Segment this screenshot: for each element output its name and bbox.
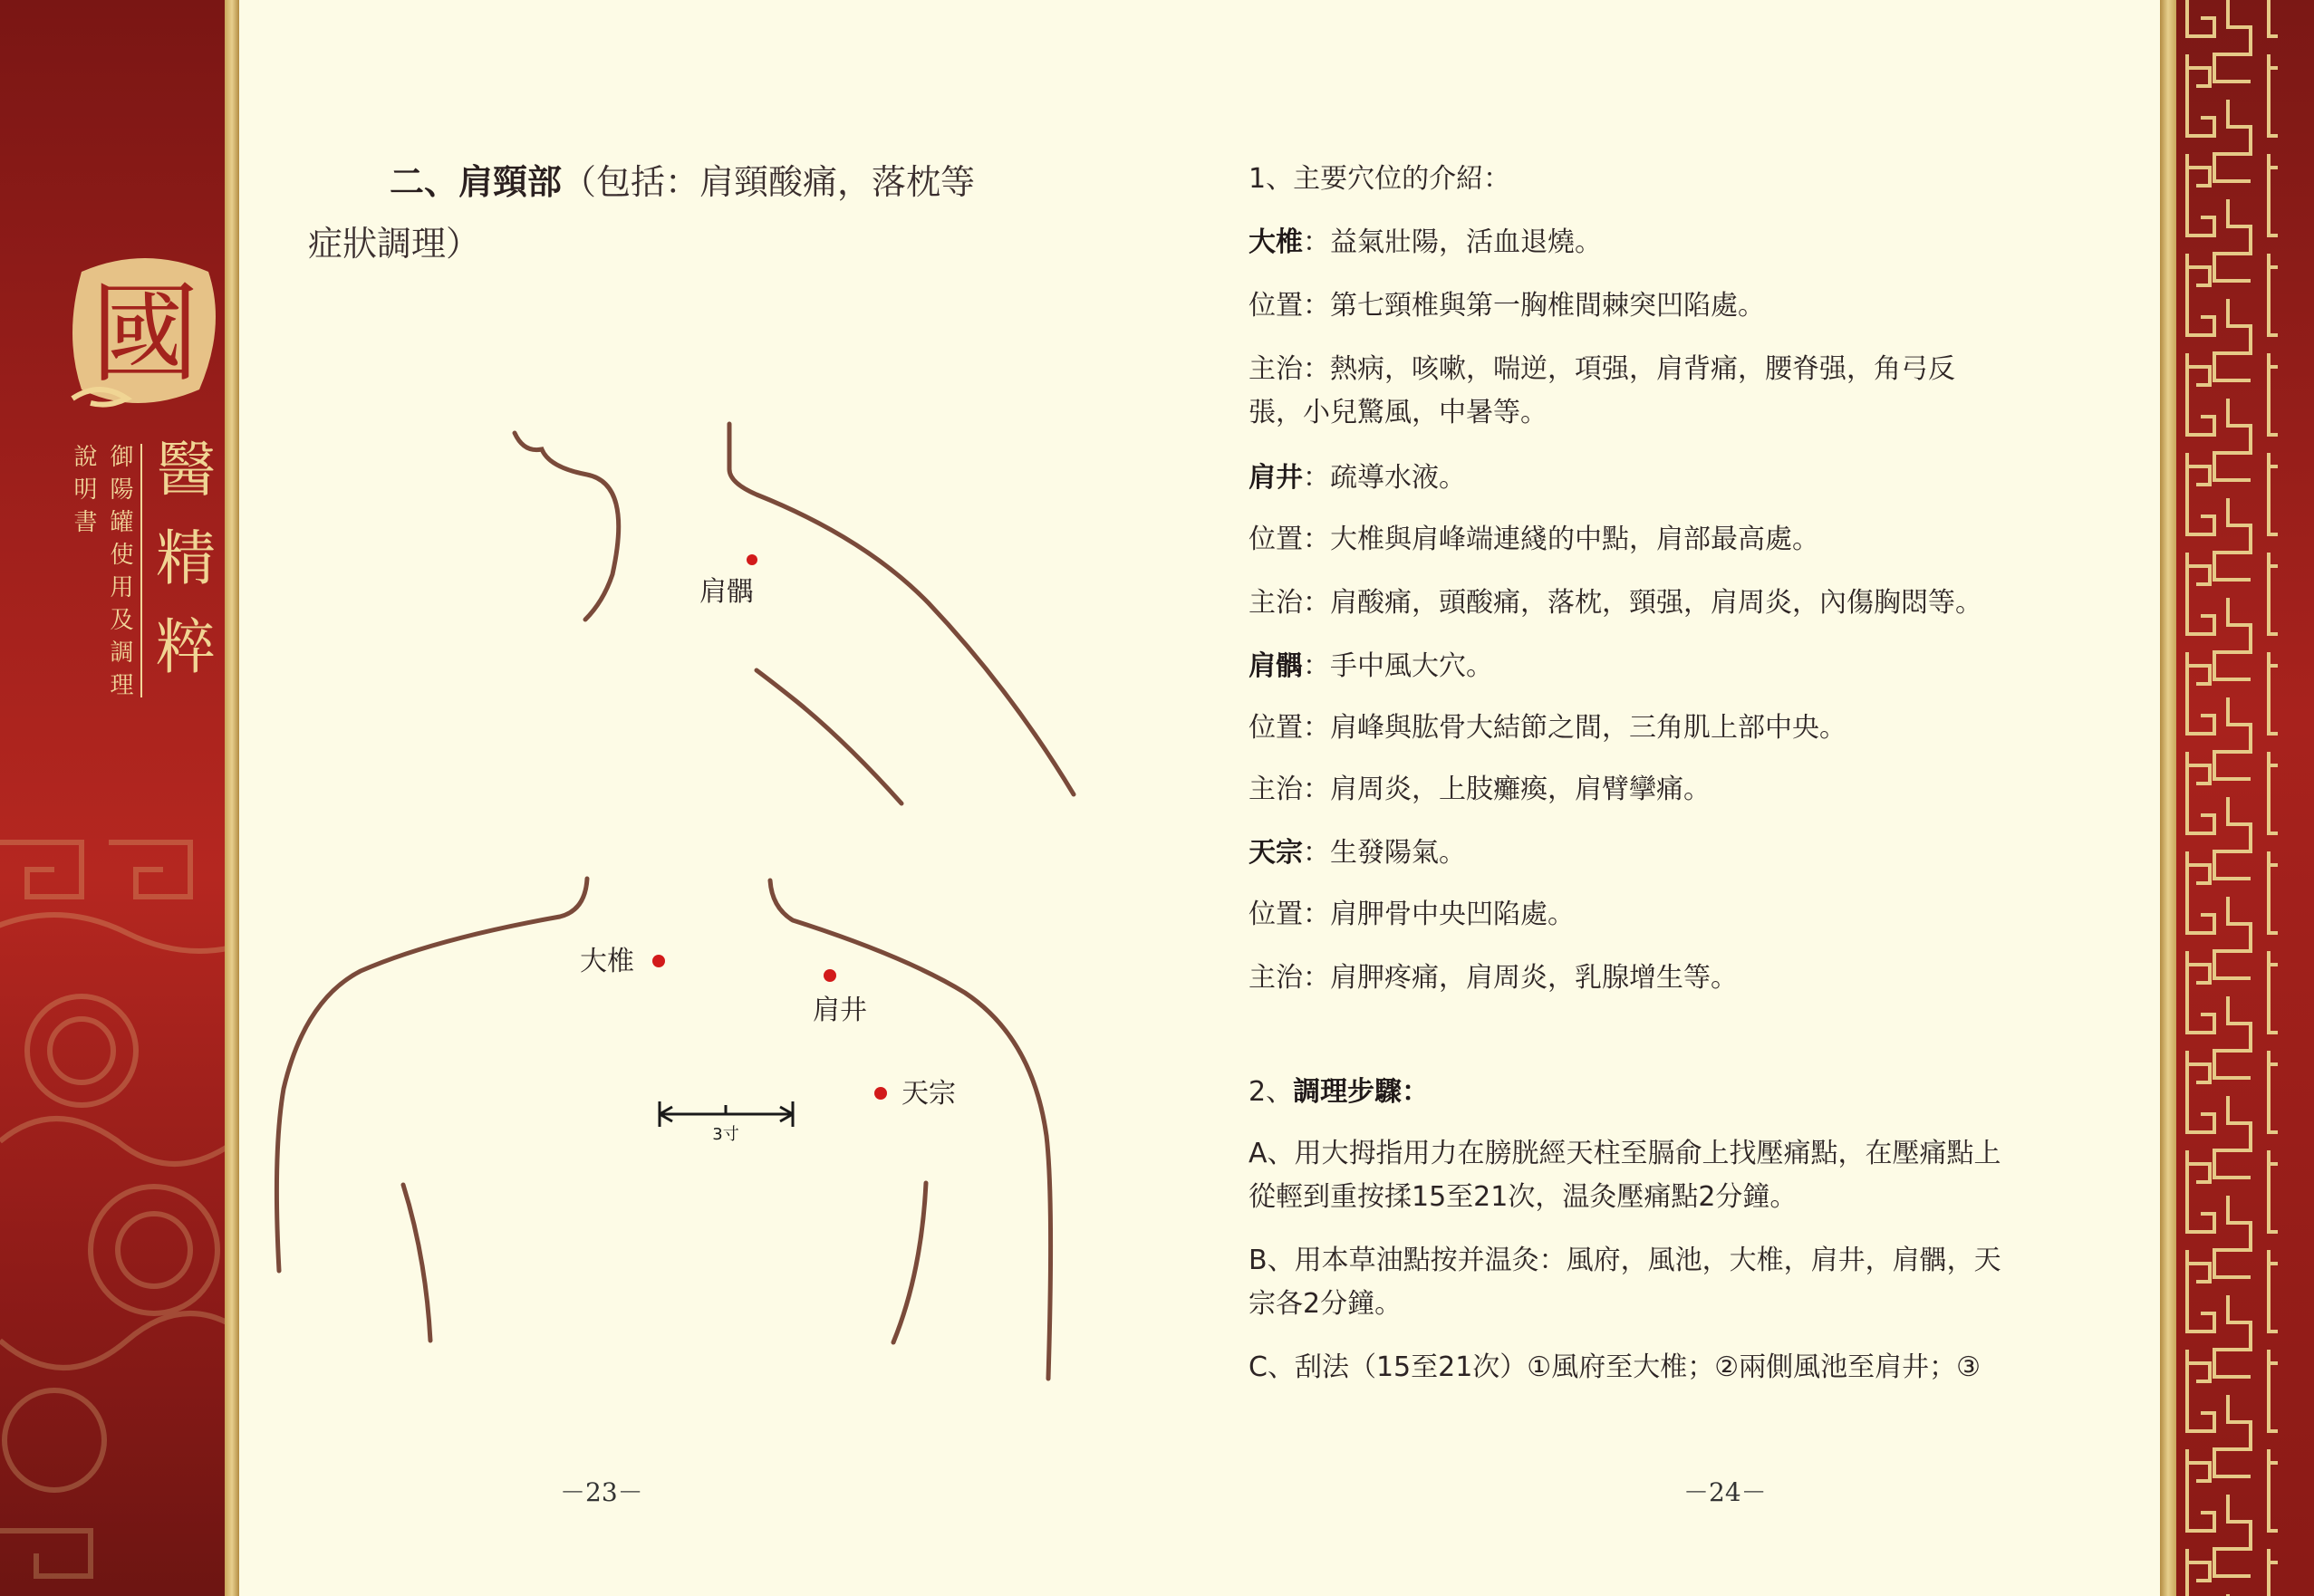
point-jianjing-name: 肩井: [1249, 462, 1303, 494]
point-tianzong-name: 天宗: [1249, 837, 1303, 869]
left-decorative-band: [0, 0, 239, 1596]
sidebar-title-glyphs: [154, 426, 217, 692]
logo-glyph: 國: [91, 272, 199, 398]
sidebar-title-glyph-3: 粹: [156, 612, 216, 682]
section2-number: 2、: [1249, 1076, 1294, 1108]
sidebar-booklet-label: 說明書: [70, 444, 97, 542]
guo-logo-emblem: [63, 245, 227, 426]
point-jianjing-effect: [1249, 455, 1466, 495]
left-arm-inner-outline: [403, 1185, 430, 1341]
section2-heading: [1249, 1069, 1429, 1109]
scale-bar: [660, 1101, 793, 1127]
point-jianjing-treatment: 主治：肩酸痛，頭酸痛，落枕，頸强，肩周炎，內傷胸悶等。: [1249, 587, 1982, 619]
right-decorative-band: [2160, 0, 2314, 1596]
step-a-line1: A、用大拇指用力在膀胱經天柱至膈俞上找壓痛點，在壓痛點上: [1249, 1138, 2001, 1169]
sidebar-title-glyph-2: 精: [156, 524, 216, 593]
step-b-line1: B、用本草油點按并温灸：風府，風池，大椎，肩井，肩髃，天: [1249, 1245, 2001, 1276]
dazhui-point-marker: [652, 955, 665, 967]
jianyu-label: 肩髃: [699, 576, 754, 608]
point-dazhui-effect-text: ：益氣壯陽，活血退燒。: [1303, 226, 1602, 258]
section1-heading: 1、主要穴位的介紹：: [1249, 163, 1511, 195]
point-dazhui-position: 位置：第七頸椎與第一胸椎間棘突凹陷處。: [1249, 290, 1765, 322]
page-number-left: －23－: [560, 1477, 643, 1507]
step-a-line2: 從輕到重按揉15至21次，温灸壓痛點2分鐘。: [1249, 1181, 1798, 1213]
section-title-line2: 症狀調理）: [308, 224, 481, 264]
point-jianyu-name: 肩髃: [1249, 650, 1303, 682]
step-c-line1: C、刮法（15至21次）①風府至大椎；②兩側風池至肩井；③: [1249, 1351, 1981, 1383]
neck-profile-outline: [515, 433, 619, 620]
section-title-rest: （包括：肩頸酸痛，落枕等: [562, 162, 976, 202]
point-tianzong-treatment: 主治：肩胛疼痛，肩周炎，乳腺增生等。: [1249, 962, 1738, 994]
cloud-pattern-decoration: [0, 0, 239, 1596]
shoulder-neck-acupoint-diagram: [272, 399, 1178, 1449]
point-jianyu-position: 位置：肩峰與肱骨大結節之間，三角肌上部中央。: [1249, 712, 1846, 744]
sidebar-title-glyph-1: 醫: [156, 435, 216, 505]
sidebar-divider: [140, 444, 142, 697]
point-tianzong-effect: [1249, 830, 1466, 870]
arm-profile-outline: [757, 670, 901, 803]
section2-title: 調理步驟：: [1293, 1076, 1430, 1108]
point-dazhui-effect: [1249, 219, 1602, 259]
shoulder-profile-outline: [729, 424, 1074, 794]
point-jianyu-treatment: 主治：肩周炎，上肢癱瘓，肩臂攣痛。: [1249, 774, 1711, 805]
point-jianjing-effect-text: ：疏導水液。: [1303, 462, 1466, 494]
right-shoulder-outline: [770, 880, 1051, 1379]
point-dazhui-treatment-line2: 張，小兒驚風，中暑等。: [1249, 397, 1547, 428]
point-tianzong-effect-text: ：生發陽氣。: [1303, 837, 1466, 869]
right-arm-inner-outline: [893, 1183, 926, 1342]
section-title-bold: 二、肩頸部: [390, 162, 563, 202]
section-title: [390, 154, 975, 204]
page-number-right: －24－: [1683, 1477, 1767, 1507]
point-jianjing-position: 位置：大椎與肩峰端連綫的中點，肩部最高處。: [1249, 524, 1819, 555]
scale-label: 3寸: [712, 1125, 739, 1144]
point-dazhui-treatment-line1: 主治：熱病，咳嗽，喘逆，項强，肩背痛，腰脊强，角弓反: [1249, 353, 1955, 385]
tianzong-label: 天宗: [901, 1078, 956, 1110]
point-tianzong-position: 位置：肩胛骨中央凹陷處。: [1249, 899, 1575, 930]
left-shoulder-outline: [276, 879, 587, 1271]
dazhui-label: 大椎: [580, 946, 634, 977]
jianjing-label: 肩井: [813, 995, 867, 1026]
jianyu-point-marker: [747, 554, 757, 565]
point-dazhui-name: 大椎: [1249, 226, 1303, 258]
point-jianyu-effect: [1249, 643, 1493, 683]
jianjing-point-marker: [824, 969, 836, 982]
point-jianyu-effect-text: ：手中風大穴。: [1303, 650, 1493, 682]
step-b-line2: 宗各2分鐘。: [1249, 1288, 1403, 1320]
lattice-pattern-decoration: [2178, 0, 2314, 1596]
tianzong-point-marker: [874, 1087, 887, 1100]
body-outline: [276, 424, 1074, 1379]
sidebar-subtitle: 御陽罐使用及調理: [106, 444, 133, 705]
